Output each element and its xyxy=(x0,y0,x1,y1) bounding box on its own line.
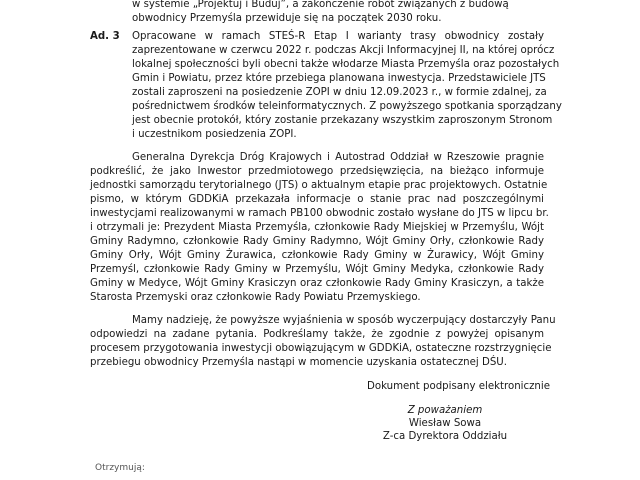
para2-line: Starosta Przemyski oraz członkowie Rady Powiatu Przemyskiego. xyxy=(90,292,421,303)
ad3-line: Gmin i Powiatu, przez które przebiega planowana inwestycja. Przedstawiciele JTS xyxy=(132,73,546,84)
ad3-label: Ad. 3 xyxy=(90,31,120,42)
para3-line: procesem przygotowania inwestycji obowiązującym w GDDKiA, ostateczne rozstrzygnięcie xyxy=(90,343,552,354)
para3-line: Mamy nadzieję, że powyższe wyjaśnienia w sposób wyczerpujący dostarczyły Panu xyxy=(132,315,556,326)
para2-line: i otrzymali je: Prezydent Miasta Przemyśla, członkowie Rady Miejskiej w Przemyślu, Wójt xyxy=(90,222,544,233)
para2-line: Generalna Dyrekcja Dróg Krajowych i Autostrad Oddział w Rzeszowie pragnie xyxy=(132,152,544,163)
para3-line: odpowiedzi na zadane pytania. Podkreślamy także, że zgodnie z powyżej opisanym xyxy=(90,329,544,340)
ad3-line: zaprezentowane w czerwcu 2022 r. podczas Akcji Informacyjnej II, na której oprócz xyxy=(132,45,555,56)
ad3-line: lokalnej społeczności byli obecni także włodarze Miasta Przemyśla oraz pozostałych xyxy=(132,59,560,70)
electronic-signature-note: Dokument podpisany elektronicznie xyxy=(367,381,550,392)
signer-title: Z-ca Dyrektora Oddziału xyxy=(382,431,508,442)
ad3-line: jest obecnie protokół, który zostanie przekazany wszystkim zaproszonym Stronom xyxy=(132,115,553,126)
intro-line-1: w systemie „Projektuj i Buduj”, a zakończenie robót związanych z budową xyxy=(132,0,509,10)
para2-line: podkreślić, że jako Inwestor przedmiotowego przedsięwzięcia, na bieżąco informuje xyxy=(90,166,544,177)
ad3-line: pośrednictwem środków teleinformatycznych. Z powyższego spotkania sporządzany xyxy=(132,101,562,112)
ad3-line: Opracowane w ramach STEŚ-R Etap I warianty trasy obwodnicy zostały xyxy=(132,31,544,42)
signer-name: Wiesław Sowa xyxy=(408,418,482,429)
intro-line-2: obwodnicy Przemyśla przewiduje się na początek 2030 roku. xyxy=(132,13,442,24)
para2-line: jednostki samorządu terytorialnego (JTS) o aktualnym etapie prac projektowych. Ostatnie xyxy=(90,180,548,191)
para2-line: inwestycjami realizowanymi w ramach PB100 obwodnic zostało wysłane do JTS w lipcu br. xyxy=(90,208,549,219)
para2-line: pismo, w którym GDDKiA przekazała informacje o stanie prac nad poszczególnymi xyxy=(90,194,544,205)
recipients-label: Otrzymują: xyxy=(95,463,145,473)
para2-line: Gminy w Medyce, Wójt Gminy Krasiczyn oraz członkowie Rady Gminy Krasiczyn, a także xyxy=(90,278,544,289)
ad3-line: i uczestnikom posiedzenia ZOPI. xyxy=(132,129,297,140)
ad3-line: zostali zaproszeni na posiedzenie ZOPI w dniu 12.09.2023 r., w formie zdalnej, za xyxy=(132,87,547,98)
closing-phrase: Z poważaniem xyxy=(407,405,483,416)
para2-line: Gminy Orły, Wójt Gminy Żurawica, członkowie Rady Gminy w Żurawicy, Wójt Gminy xyxy=(90,250,544,261)
para2-line: Gminy Radymno, członkowie Rady Gminy Radymno, Wójt Gminy Orły, członkowie Rady xyxy=(90,236,544,247)
para2-line: Przemyśl, członkowie Rady Gminy w Przemyślu, Wójt Gminy Medyka, członkowie Rady xyxy=(90,264,544,275)
para3-line: przebiegu obwodnicy Przemyśla nastąpi w momencie uzyskania ostatecznej DŚU. xyxy=(90,357,507,368)
